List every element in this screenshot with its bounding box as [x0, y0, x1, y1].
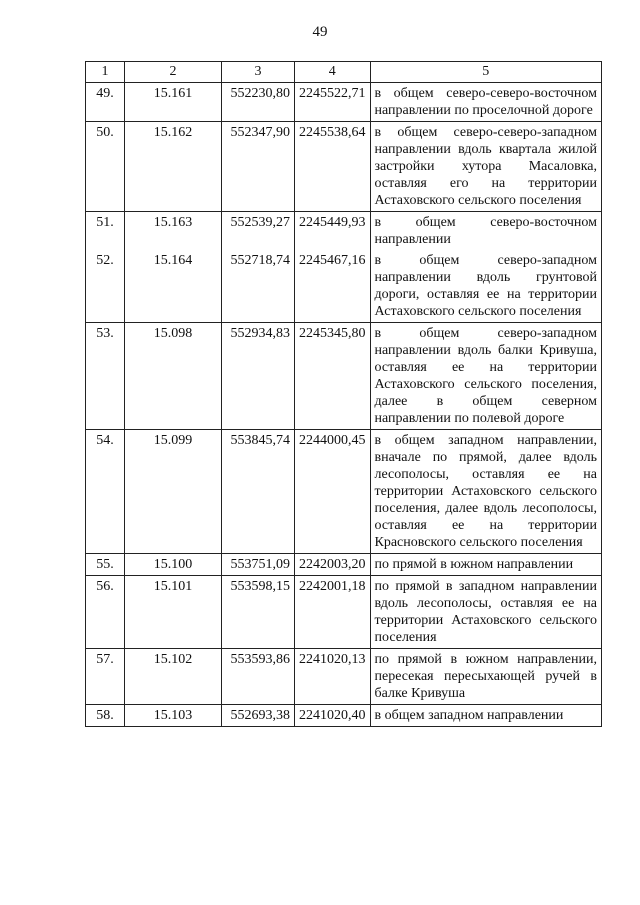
- table-row: [86, 323, 602, 430]
- column-header: 2: [125, 62, 222, 83]
- column-header: 5: [370, 62, 602, 83]
- y-coordinate: 2245538,64: [295, 122, 371, 212]
- row-number: 56.: [86, 576, 125, 649]
- table-row: [86, 705, 602, 727]
- route-description: в общем западном направлении: [370, 705, 602, 727]
- page-number: 49: [312, 24, 328, 40]
- x-coordinate: 553598,15: [222, 576, 295, 649]
- y-coordinate: 2244000,45: [295, 430, 371, 554]
- table-row: [86, 83, 602, 122]
- y-coordinate: 2245345,80: [295, 323, 371, 430]
- x-coordinate: 552539,27: [222, 212, 295, 251]
- route-description: по прямой в южном направлении: [370, 554, 602, 576]
- y-coordinate: 2245467,16: [295, 250, 371, 323]
- route-description: по прямой в западном направлении вдоль лесополосы, оставляя ее на территории Астаховского сельского поселения: [370, 576, 602, 649]
- point-id: 15.101: [125, 576, 222, 649]
- x-coordinate: 552230,80: [222, 83, 295, 122]
- table-row: [86, 554, 602, 576]
- table-row: [86, 576, 602, 649]
- y-coordinate: 2242001,18: [295, 576, 371, 649]
- row-number: 54.: [86, 430, 125, 554]
- x-coordinate: 552693,38: [222, 705, 295, 727]
- route-description: в общем западном направлении, вначале по прямой, далее вдоль лесополосы, оставляя ее на территории Астаховского сельского поселения, далее вдоль лесополосы, оставляя ее на территории Красновского сельского поселения: [370, 430, 602, 554]
- point-id: 15.162: [125, 122, 222, 212]
- y-coordinate: 2242003,20: [295, 554, 371, 576]
- row-number: 55.: [86, 554, 125, 576]
- y-coordinate: 2245449,93: [295, 212, 371, 251]
- row-number: 49.: [86, 83, 125, 122]
- point-id: 15.098: [125, 323, 222, 430]
- x-coordinate: 553593,86: [222, 649, 295, 705]
- route-description: в общем северо-западном направлении вдоль балки Кривуша, оставляя ее на территории Астаховского сельского поселения, далее в общем северном направлении по полевой дороге: [370, 323, 602, 430]
- point-id: 15.161: [125, 83, 222, 122]
- row-number: 51.: [86, 212, 125, 251]
- route-description: в общем северо-северо-западном направлении вдоль квартала жилой застройки хутора Масаловка, оставляя его на территории Астаховского сельского поселения: [370, 122, 602, 212]
- x-coordinate: 552934,83: [222, 323, 295, 430]
- row-number: 50.: [86, 122, 125, 212]
- column-header: 3: [222, 62, 295, 83]
- column-header: 1: [86, 62, 125, 83]
- route-description: в общем северо-западном направлении вдоль грунтовой дороги, оставляя ее на территории Астаховского сельского поселения: [370, 250, 602, 323]
- row-number: 58.: [86, 705, 125, 727]
- row-number: 53.: [86, 323, 125, 430]
- point-id: 15.164: [125, 250, 222, 323]
- x-coordinate: 552347,90: [222, 122, 295, 212]
- point-id: 15.102: [125, 649, 222, 705]
- point-id: 15.103: [125, 705, 222, 727]
- route-description: в общем северо-северо-восточном направлении по проселочной дороге: [370, 83, 602, 122]
- point-id: 15.099: [125, 430, 222, 554]
- table-row: [86, 649, 602, 705]
- boundary-points-table: [85, 61, 602, 727]
- x-coordinate: 552718,74: [222, 250, 295, 323]
- x-coordinate: 553845,74: [222, 430, 295, 554]
- table-row: [86, 250, 602, 323]
- row-number: 57.: [86, 649, 125, 705]
- point-id: 15.100: [125, 554, 222, 576]
- point-id: 15.163: [125, 212, 222, 251]
- table-row: [86, 430, 602, 554]
- table-row: [86, 212, 602, 251]
- row-number: 52.: [86, 250, 125, 323]
- table-header-row: [86, 62, 602, 83]
- route-description: по прямой в южном направлении, пересекая пересыхающей ручей в балке Кривуша: [370, 649, 602, 705]
- table-row: [86, 122, 602, 212]
- column-header: 4: [295, 62, 371, 83]
- y-coordinate: 2245522,71: [295, 83, 371, 122]
- y-coordinate: 2241020,13: [295, 649, 371, 705]
- y-coordinate: 2241020,40: [295, 705, 371, 727]
- x-coordinate: 553751,09: [222, 554, 295, 576]
- route-description: в общем северо-восточном направлении: [370, 212, 602, 251]
